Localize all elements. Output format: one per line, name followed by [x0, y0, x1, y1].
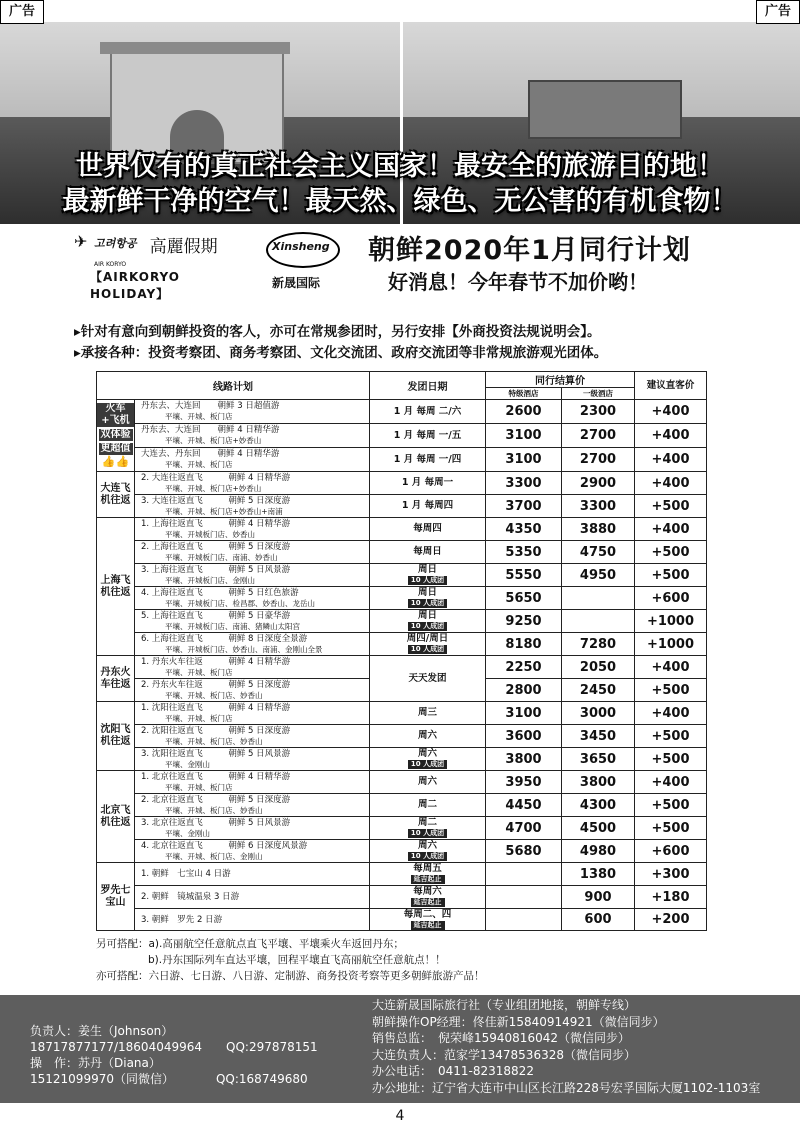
footer-right: 大连新晟国际旅行社（专业组团地接，朝鲜专线） 朝鲜操作OP经理：佟佳新15840914921（微信同步） 销售总监： 倪荣峰15940816042（微信同步） 大连负责人：范家学13478536328（微信同步） 办公电话： 0411-82318822 办公地址：辽宁省大连市中山区长江路228号宏孚国际大厦1102-1103室: [372, 998, 761, 1095]
route-title: 2. 丹东火车往返 朝鲜 5 日深度游: [141, 679, 291, 690]
first-class-hotel-price: 4750: [562, 541, 635, 564]
departure-date: 周二: [370, 794, 486, 817]
first-class-hotel-price: 3450: [562, 725, 635, 748]
first-class-hotel-price: 2700: [562, 448, 635, 472]
route-badge: 火车+飞机: [97, 403, 134, 427]
table-row: [97, 656, 707, 679]
route-cell: [135, 886, 370, 909]
table-row: [97, 564, 707, 587]
footer-contact: [0, 995, 800, 1103]
special-hotel-price: 3600: [486, 725, 562, 748]
route-group-label: 罗先七宝山: [97, 863, 135, 931]
min-group-tag: 10 人成团: [408, 576, 447, 585]
departure-date: 周日 10 人成团: [370, 587, 486, 610]
route-badge: 双体验: [100, 429, 131, 440]
route-title: 1. 朝鲜 七宝山 4 日游: [141, 869, 231, 879]
first-class-hotel-price: 900: [562, 886, 635, 909]
departure-date: 周日 10 人成团: [370, 610, 486, 633]
retail-price: +600: [635, 587, 707, 610]
banner-headline-2: 最新鲜干净的空气！最天然、绿色、无公害的有机食物！: [62, 186, 738, 217]
route-stops: 平壤、开城、板门店、妙香山: [165, 736, 263, 746]
route-cell: [135, 748, 370, 771]
first-class-hotel-price: 3800: [562, 771, 635, 794]
route-stops: 平壤、开城、板门店、妙香山: [165, 805, 263, 815]
table-row: [97, 587, 707, 610]
route-title: 1. 上海往返直飞 朝鲜 4 日精华游: [141, 518, 291, 529]
route-stops: 平壤、开城、板门店+妙香山+南浦: [165, 506, 283, 516]
special-hotel-price: 3950: [486, 771, 562, 794]
route-title: 6. 上海往返直飞 朝鲜 8 日深度全景游: [141, 633, 308, 644]
special-hotel-price: 9250: [486, 610, 562, 633]
route-stops: 平壤、开城板门店、南浦、猪鳞山太阳宫: [165, 621, 300, 631]
banner-headline-1: 世界仅有的真正社会主义国家！最安全的旅游目的地！: [76, 151, 724, 182]
table-row: [97, 633, 707, 656]
route-group-label: 大连飞机往返: [97, 472, 135, 518]
table-row: [97, 840, 707, 863]
special-hotel-price: 3100: [486, 424, 562, 448]
table-row: [97, 817, 707, 840]
retail-price: +400: [635, 656, 707, 679]
route-title: 3. 北京往返直飞 朝鲜 5 日风景游: [141, 817, 291, 828]
route-title: 3. 上海往返直飞 朝鲜 5 日风景游: [141, 564, 291, 575]
special-hotel-price: [486, 863, 562, 886]
table-row: [97, 725, 707, 748]
route-title: 1. 丹东火车往返 朝鲜 4 日精华游: [141, 656, 291, 667]
retail-price: +1000: [635, 633, 707, 656]
min-group-tag: 延吉起止: [411, 898, 445, 907]
route-group-label: 北京飞机往返: [97, 771, 135, 863]
retail-price: +1000: [635, 610, 707, 633]
retail-price: +400: [635, 702, 707, 725]
route-group-label: 上海飞机往返: [97, 518, 135, 656]
first-class-hotel-price: 2300: [562, 400, 635, 424]
page-title: 朝鲜2020年1月同行计划: [368, 235, 691, 266]
page-subtitle: 好消息！今年春节不加价哟！: [388, 270, 648, 294]
departure-date: 每周四: [370, 518, 486, 541]
table-row: [97, 702, 707, 725]
first-class-hotel-price: 3880: [562, 518, 635, 541]
route-title: 4. 上海往返直飞 朝鲜 5 日红色旅游: [141, 587, 299, 598]
special-hotel-price: 4700: [486, 817, 562, 840]
table-row: [97, 495, 707, 518]
banner-photo: [0, 22, 800, 224]
route-cell: [135, 725, 370, 748]
table-row: [97, 400, 707, 424]
retail-price: +400: [635, 771, 707, 794]
departure-date: 周四/周日 10 人成团: [370, 633, 486, 656]
route-stops: 平壤、开城、板门店+妙香山: [165, 436, 262, 445]
route-title: 丹东去、大连回 朝鲜 4 日精华游: [141, 425, 280, 435]
route-cell: [135, 817, 370, 840]
more-options: 另可搭配：a).高丽航空任意航点直飞平壤、平壤乘火车返回丹东； b).丹东国际列车直达平壤，回程平壤直飞高丽航空任意航点！！ 亦可搭配：六日游、七日游、八日游、定制游、商务投资考察等更多朝鲜旅游产品！: [96, 938, 485, 982]
special-hotel-price: 2250: [486, 656, 562, 679]
departure-date: 1 月 每周四: [370, 495, 486, 518]
retail-price: +500: [635, 564, 707, 587]
footer-left: 负责人：姜生（Johnson） 18717877177/18604049964 QQ:297878151 操 作：苏丹（Diana） 15121099970（同微信） QQ:168749680: [30, 1024, 318, 1086]
route-cell: [135, 633, 370, 656]
route-stops: 平壤、开城、板门店、妙香山: [165, 690, 263, 700]
table-row: [97, 794, 707, 817]
route-group-label: 丹东火车往返: [97, 656, 135, 702]
departure-date: 周六 10 人成团: [370, 840, 486, 863]
special-hotel-price: 4450: [486, 794, 562, 817]
route-group-label: 沈阳飞机往返: [97, 702, 135, 771]
route-title: 4. 北京往返直飞 朝鲜 6 日深度风景游: [141, 840, 308, 851]
xinsheng-logo: Xinsheng 新晟国际: [262, 232, 342, 292]
first-class-hotel-price: 2050: [562, 656, 635, 679]
departure-date: 周六 10 人成团: [370, 748, 486, 771]
departure-date: 每周日: [370, 541, 486, 564]
panmunjom-hall-image: [528, 80, 682, 139]
first-class-hotel-price: 3300: [562, 495, 635, 518]
price-table: [96, 371, 707, 931]
route-cell: [135, 495, 370, 518]
route-title: 2. 朝鲜 镜城温泉 3 日游: [141, 892, 240, 902]
special-hotel-price: 3700: [486, 495, 562, 518]
route-stops: 平壤、开城、板门店: [165, 713, 233, 723]
min-group-tag: 10 人成团: [408, 760, 447, 769]
special-hotel-price: 4350: [486, 518, 562, 541]
route-cell: [135, 794, 370, 817]
note-line: ▸针对有意向到朝鲜投资的客人，亦可在常规参团时，另行安排【外商投资法规说明会】。: [74, 324, 601, 340]
special-hotel-price: 5680: [486, 840, 562, 863]
route-cell: [135, 472, 370, 495]
header-first: 一级酒店: [562, 388, 635, 400]
page-number: 4: [395, 1108, 405, 1124]
route-title: 5. 上海往返直飞 朝鲜 5 日豪华游: [141, 610, 291, 621]
route-stops: 平壤、开城、板门店+妙香山: [165, 483, 262, 493]
first-class-hotel-price: 4950: [562, 564, 635, 587]
route-cell: [135, 424, 370, 448]
route-title: 3. 大连往返直飞 朝鲜 5 日深度游: [141, 495, 291, 506]
first-class-hotel-price: 7280: [562, 633, 635, 656]
route-title: 3. 沈阳往返直飞 朝鲜 5 日风景游: [141, 748, 291, 759]
route-cell: [135, 702, 370, 725]
departure-date: 周二 10 人成团: [370, 817, 486, 840]
table-row: [97, 518, 707, 541]
special-hotel-price: [486, 909, 562, 931]
special-hotel-price: 2600: [486, 400, 562, 424]
special-hotel-price: 5550: [486, 564, 562, 587]
retail-price: +400: [635, 448, 707, 472]
retail-price: +500: [635, 679, 707, 702]
ad-label-left: 广告: [0, 0, 44, 24]
route-cell: [135, 448, 370, 472]
route-stops: 平壤、开城、板门店: [165, 782, 233, 792]
retail-price: +500: [635, 817, 707, 840]
route-stops: 平壤、开城板门店、检昌郡、妙香山、龙岳山: [165, 598, 315, 608]
departure-date: 周日 10 人成团: [370, 564, 486, 587]
min-group-tag: 10 人成团: [408, 645, 447, 654]
first-class-hotel-price: [562, 610, 635, 633]
first-class-hotel-price: 1380: [562, 863, 635, 886]
thumbs-up-icon: 👍👍: [101, 455, 130, 468]
route-cell: [135, 909, 370, 931]
route-title: 2. 沈阳往返直飞 朝鲜 5 日深度游: [141, 725, 291, 736]
first-class-hotel-price: 3000: [562, 702, 635, 725]
header-settle: 同行结算价: [486, 372, 635, 388]
ad-label-right: 广告: [756, 0, 800, 24]
retail-price: +400: [635, 424, 707, 448]
crane-icon: ✈: [74, 232, 88, 251]
first-class-hotel-price: 600: [562, 909, 635, 931]
route-badge-group: [97, 400, 135, 472]
route-title: 2. 北京往返直飞 朝鲜 5 日深度游: [141, 794, 291, 805]
min-group-tag: 10 人成团: [408, 599, 447, 608]
header-route: 线路计划: [97, 372, 370, 400]
special-hotel-price: 3100: [486, 448, 562, 472]
route-stops: 平壤、开城、板门店: [165, 460, 233, 469]
logo-header: [74, 232, 758, 316]
departure-date: 1 月 每周一: [370, 472, 486, 495]
route-badge: 更超值: [100, 443, 131, 454]
header-special: 特级酒店: [486, 388, 562, 400]
route-cell: [135, 840, 370, 863]
route-cell: [135, 564, 370, 587]
route-stops: 平壤、金刚山: [165, 828, 210, 838]
route-title: 大连去、丹东回 朝鲜 4 日精华游: [141, 449, 280, 459]
departure-date: 周三: [370, 702, 486, 725]
retail-price: +600: [635, 840, 707, 863]
retail-price: +500: [635, 794, 707, 817]
route-stops: 平壤、开城板门店、南浦、妙香山: [165, 552, 278, 562]
special-hotel-price: 5650: [486, 587, 562, 610]
special-hotel-price: 3300: [486, 472, 562, 495]
retail-price: +500: [635, 725, 707, 748]
table-row: [97, 448, 707, 472]
route-title: 丹东去、大连回 朝鲜 3 日超值游: [141, 401, 280, 411]
departure-date: 周六: [370, 725, 486, 748]
min-group-tag: 延吉起止: [411, 875, 445, 884]
retail-price: +300: [635, 863, 707, 886]
route-stops: 平壤、开城板门店、金刚山: [165, 575, 255, 585]
note-line: ▸承接各种：投资考察团、商务考察团、文化交流团、政府交流团等非常规旅游观光团体。: [74, 345, 608, 361]
table-row: [97, 541, 707, 564]
route-cell: [135, 400, 370, 424]
retail-price: +200: [635, 909, 707, 931]
special-hotel-price: 8180: [486, 633, 562, 656]
departure-date: 天天发团: [370, 656, 486, 702]
table-row: [97, 424, 707, 448]
table-row: [97, 909, 707, 931]
retail-price: +400: [635, 472, 707, 495]
first-class-hotel-price: 2900: [562, 472, 635, 495]
departure-date: 每周五 延吉起止: [370, 863, 486, 886]
min-group-tag: 延吉起止: [411, 921, 445, 930]
route-cell: [135, 610, 370, 633]
route-cell: [135, 771, 370, 794]
special-hotel-price: [486, 886, 562, 909]
retail-price: +500: [635, 495, 707, 518]
route-title: 1. 北京往返直飞 朝鲜 4 日精华游: [141, 771, 291, 782]
notes: [74, 322, 607, 364]
special-hotel-price: 3100: [486, 702, 562, 725]
table-row: [97, 863, 707, 886]
first-class-hotel-price: [562, 587, 635, 610]
table-row: [97, 472, 707, 495]
retail-price: +500: [635, 748, 707, 771]
route-title: 1. 沈阳往返直飞 朝鲜 4 日精华游: [141, 702, 291, 713]
header-date: 发团日期: [370, 372, 486, 400]
retail-price: +500: [635, 541, 707, 564]
table-row: [97, 886, 707, 909]
retail-price: +400: [635, 400, 707, 424]
first-class-hotel-price: 2450: [562, 679, 635, 702]
route-stops: 平壤、开城、板门店、金刚山: [165, 851, 263, 861]
route-cell: [135, 587, 370, 610]
route-title: 2. 上海往返直飞 朝鲜 5 日深度游: [141, 541, 291, 552]
route-stops: 平壤、金刚山: [165, 759, 210, 769]
first-class-hotel-price: 3650: [562, 748, 635, 771]
departure-date: 每周六 延吉起止: [370, 886, 486, 909]
route-stops: 平壤、开城板门店、妙香山、南浦、金刚山全景: [165, 644, 323, 654]
table-row: [97, 748, 707, 771]
first-class-hotel-price: 4980: [562, 840, 635, 863]
route-stops: 平壤、开城、板门店: [165, 412, 233, 421]
route-cell: [135, 679, 370, 702]
airkoryo-logo: ✈ 고려항공 AIR KORYO 高麗假期 【AIRKORYO HOLIDAY】: [74, 232, 218, 301]
route-cell: [135, 518, 370, 541]
route-cell: [135, 863, 370, 886]
special-hotel-price: 2800: [486, 679, 562, 702]
min-group-tag: 10 人成团: [408, 622, 447, 631]
retail-price: +400: [635, 518, 707, 541]
route-stops: 平壤、开城板门店、妙香山: [165, 529, 255, 539]
route-cell: [135, 656, 370, 679]
departure-date: 周六: [370, 771, 486, 794]
first-class-hotel-price: 4300: [562, 794, 635, 817]
table-row: [97, 771, 707, 794]
special-hotel-price: 3800: [486, 748, 562, 771]
departure-date: 1 月 每周 一/五: [370, 424, 486, 448]
header-retail: 建议直客价: [635, 372, 707, 400]
departure-date: 每周二、四 延吉起止: [370, 909, 486, 931]
route-title: 2. 大连往返直飞 朝鲜 4 日精华游: [141, 472, 291, 483]
departure-date: 1 月 每周 一/四: [370, 448, 486, 472]
first-class-hotel-price: 2700: [562, 424, 635, 448]
table-row: [97, 610, 707, 633]
min-group-tag: 10 人成团: [408, 852, 447, 861]
retail-price: +180: [635, 886, 707, 909]
departure-date: 1 月 每周 二/六: [370, 400, 486, 424]
min-group-tag: 10 人成团: [408, 829, 447, 838]
first-class-hotel-price: 4500: [562, 817, 635, 840]
route-title: 3. 朝鲜 罗先 2 日游: [141, 914, 223, 925]
route-stops: 平壤、开城、板门店: [165, 667, 233, 677]
special-hotel-price: 5350: [486, 541, 562, 564]
route-cell: [135, 541, 370, 564]
